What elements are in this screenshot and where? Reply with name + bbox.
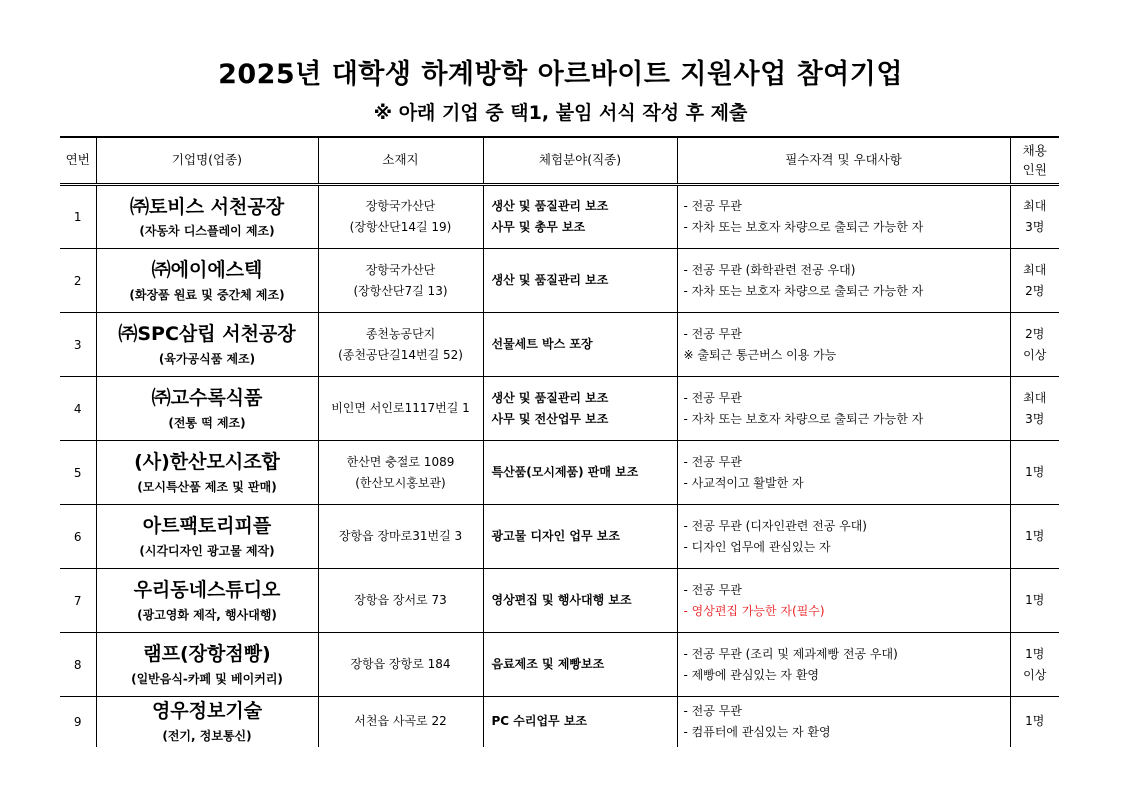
requirement-line: - 전공 무관 (조리 및 제과제빵 전공 우대) [683, 646, 898, 661]
location-line: (장항산단14길 19) [349, 220, 452, 234]
row-number: 9 [60, 697, 96, 747]
count-line: 1명 [1025, 646, 1045, 661]
row-number: 8 [60, 633, 96, 697]
requirement-line: - 전공 무관 (디자인관련 전공 우대) [683, 518, 867, 533]
requirements-cell [677, 697, 1010, 747]
company-cell [96, 249, 318, 313]
count-cell [1010, 569, 1059, 633]
company-name: 아트팩토리피플 [142, 515, 272, 538]
field-line: 특산품(모시제품) 판매 보조 [491, 465, 639, 479]
requirement-line: - 디자인 업무에 관심있는 자 [683, 539, 831, 554]
count-line: 이상 [1023, 667, 1047, 682]
location-line: (종천공단길14번길 52) [338, 347, 463, 362]
table-row [60, 697, 1059, 747]
field-cell [483, 249, 677, 313]
company-cell [96, 505, 318, 569]
company-industry: (화장품 원료 및 중간체 제조) [129, 287, 285, 302]
count-line: 3명 [1025, 411, 1045, 426]
field-cell [483, 441, 677, 505]
location-line: 장항국가산단 [365, 199, 436, 213]
location-line: 서천읍 사곡로 22 [354, 714, 447, 729]
requirements-cell [677, 441, 1010, 505]
count-cell [1010, 185, 1059, 249]
requirement-line: - 전공 무관 [683, 703, 742, 718]
company-cell [96, 377, 318, 441]
requirement-line: - 컴퓨터에 관심있는 자 환영 [683, 724, 831, 739]
location-cell [318, 313, 483, 377]
count-cell [1010, 505, 1059, 569]
location-cell [318, 441, 483, 505]
company-cell [96, 313, 318, 377]
requirement-line: - 자차 또는 보호자 차량으로 출퇴근 가능한 자 [683, 411, 924, 426]
count-line: 1명 [1025, 714, 1045, 729]
table-row [60, 505, 1059, 569]
row-number: 4 [60, 377, 96, 441]
requirements-cell [677, 505, 1010, 569]
field-line: 사무 및 총무 보조 [491, 220, 586, 234]
company-cell [96, 185, 318, 249]
count-line: 1명 [1025, 529, 1045, 543]
requirements-cell [677, 249, 1010, 313]
requirement-line: ※ 출퇴근 통근버스 이용 가능 [683, 347, 837, 362]
company-name: ㈜에이에스텍 [151, 259, 263, 282]
count-cell [1010, 249, 1059, 313]
company-industry: (모시특산품 제조 및 판매) [137, 479, 277, 494]
requirements-cell [677, 185, 1010, 249]
location-line: 장항읍 장서로 73 [354, 593, 447, 607]
location-cell [318, 505, 483, 569]
count-line: 2명 [1025, 283, 1045, 298]
page-title: 2025년 대학생 하계방학 아르바이트 지원사업 참여기업 [218, 59, 903, 90]
count-cell [1010, 313, 1059, 377]
location-line: (한산모시홍보관) [355, 475, 446, 490]
company-cell [96, 441, 318, 505]
table-row [60, 313, 1059, 377]
field-cell [483, 313, 677, 377]
count-cell [1010, 441, 1059, 505]
location-line: 한산면 충절로 1089 [346, 454, 455, 469]
field-cell [483, 505, 677, 569]
header-company: 기업명(업종) [96, 137, 318, 185]
field-line: 생산 및 품질관리 보조 [491, 390, 609, 405]
header-count [1010, 137, 1059, 185]
row-number: 2 [60, 249, 96, 313]
field-cell [483, 633, 677, 697]
location-cell [318, 185, 483, 249]
company-name: ㈜SPC삼립 서천공장 [118, 323, 296, 346]
field-line: 선물세트 박스 포장 [491, 337, 593, 351]
company-cell [96, 697, 318, 747]
field-line: 생산 및 품질관리 보조 [491, 199, 609, 213]
row-number: 5 [60, 441, 96, 505]
location-line: 종천농공단지 [365, 326, 436, 341]
company-name: 영우정보기술 [151, 700, 263, 723]
table-row [60, 569, 1059, 633]
requirement-line: - 전공 무관 [683, 199, 742, 213]
requirement-line: - 전공 무관 (화학관련 전공 우대) [683, 262, 856, 277]
count-cell [1010, 377, 1059, 441]
requirement-line: - 전공 무관 [683, 582, 742, 597]
table-row [60, 249, 1059, 313]
count-line: 1명 [1025, 593, 1045, 607]
header-requirements: 필수자격 및 우대사항 [677, 137, 1010, 185]
requirements-cell [677, 377, 1010, 441]
company-industry: (시각디자인 광고물 제작) [139, 543, 275, 558]
companies-table [60, 136, 1059, 747]
count-line: 최대 [1023, 262, 1047, 277]
location-cell [318, 633, 483, 697]
requirements-cell [677, 633, 1010, 697]
company-industry: (광고영화 제작, 행사대행) [137, 607, 277, 622]
company-name: ㈜고수록식품 [151, 387, 263, 410]
company-industry: (자동차 디스플레이 제조) [139, 224, 275, 239]
row-number: 1 [60, 185, 96, 249]
location-line: 장항읍 장마로31번길 3 [338, 529, 463, 543]
header-field: 체험분야(직종) [483, 137, 677, 185]
requirement-line: - 전공 무관 [683, 390, 742, 405]
field-line: PC 수리업무 보조 [491, 714, 588, 729]
table-header-row [60, 137, 1059, 185]
row-number: 7 [60, 569, 96, 633]
company-name: ㈜토비스 서천공장 [129, 195, 285, 218]
company-cell [96, 633, 318, 697]
location-cell [318, 697, 483, 747]
field-cell [483, 697, 677, 747]
count-line: 2명 [1025, 326, 1045, 341]
table-row [60, 185, 1059, 249]
field-line: 영상편집 및 행사대행 보조 [491, 593, 632, 607]
requirement-line: - 전공 무관 [683, 454, 742, 469]
count-line: 3명 [1025, 220, 1045, 234]
location-line: (장항산단7길 13) [353, 283, 448, 298]
row-number: 3 [60, 313, 96, 377]
count-cell [1010, 697, 1059, 747]
page-subtitle: ※ 아래 기업 중 택1, 붙임 서식 작성 후 제출 [373, 102, 748, 124]
field-line: 사무 및 전산업무 보조 [491, 411, 609, 426]
company-industry: (전기, 정보통신) [162, 729, 252, 744]
company-industry: (육가공식품 제조) [158, 351, 256, 366]
count-cell [1010, 633, 1059, 697]
location-cell [318, 377, 483, 441]
requirement-line: - 전공 무관 [683, 326, 742, 341]
company-name: 우리동네스튜디오 [133, 579, 281, 602]
row-number: 6 [60, 505, 96, 569]
table-row [60, 377, 1059, 441]
requirement-line: - 자차 또는 보호자 차량으로 출퇴근 가능한 자 [683, 283, 924, 298]
field-cell [483, 185, 677, 249]
requirement-line: - 제빵에 관심있는 자 환영 [683, 667, 820, 682]
location-line: 장항읍 장항로 184 [350, 657, 451, 671]
count-line: 이상 [1023, 347, 1047, 362]
required-skill-line: - 영상편집 가능한 자(필수) [683, 603, 825, 618]
count-line: 최대 [1023, 390, 1047, 405]
header-count-line2: 인원 [1022, 161, 1047, 177]
requirements-cell [677, 313, 1010, 377]
company-industry: (전통 떡 제조) [168, 415, 246, 430]
count-line: 1명 [1025, 465, 1045, 479]
company-industry: (일반음식-카페 및 베이커리) [131, 671, 283, 686]
header-count-line1: 채용 [1022, 143, 1047, 159]
count-line: 최대 [1023, 199, 1047, 213]
company-name: 램프(장항점빵) [143, 643, 271, 666]
location-line: 비인면 서인로1117번길 1 [331, 401, 470, 415]
company-name: (사)한산모시조합 [134, 451, 280, 474]
requirements-cell [677, 569, 1010, 633]
requirement-line: - 사교적이고 활발한 자 [683, 475, 804, 490]
header-no: 연번 [60, 137, 96, 185]
header-location: 소재지 [318, 137, 483, 185]
field-cell [483, 569, 677, 633]
field-line: 음료제조 및 제빵보조 [491, 657, 605, 671]
field-cell [483, 377, 677, 441]
field-line: 광고물 디자인 업무 보조 [491, 529, 620, 543]
company-cell [96, 569, 318, 633]
location-line: 장항국가산단 [365, 262, 436, 277]
field-line: 생산 및 품질관리 보조 [491, 273, 609, 287]
location-cell [318, 569, 483, 633]
requirement-line: - 자차 또는 보호자 차량으로 출퇴근 가능한 자 [683, 220, 924, 234]
table-row [60, 441, 1059, 505]
table-row [60, 633, 1059, 697]
location-cell [318, 249, 483, 313]
